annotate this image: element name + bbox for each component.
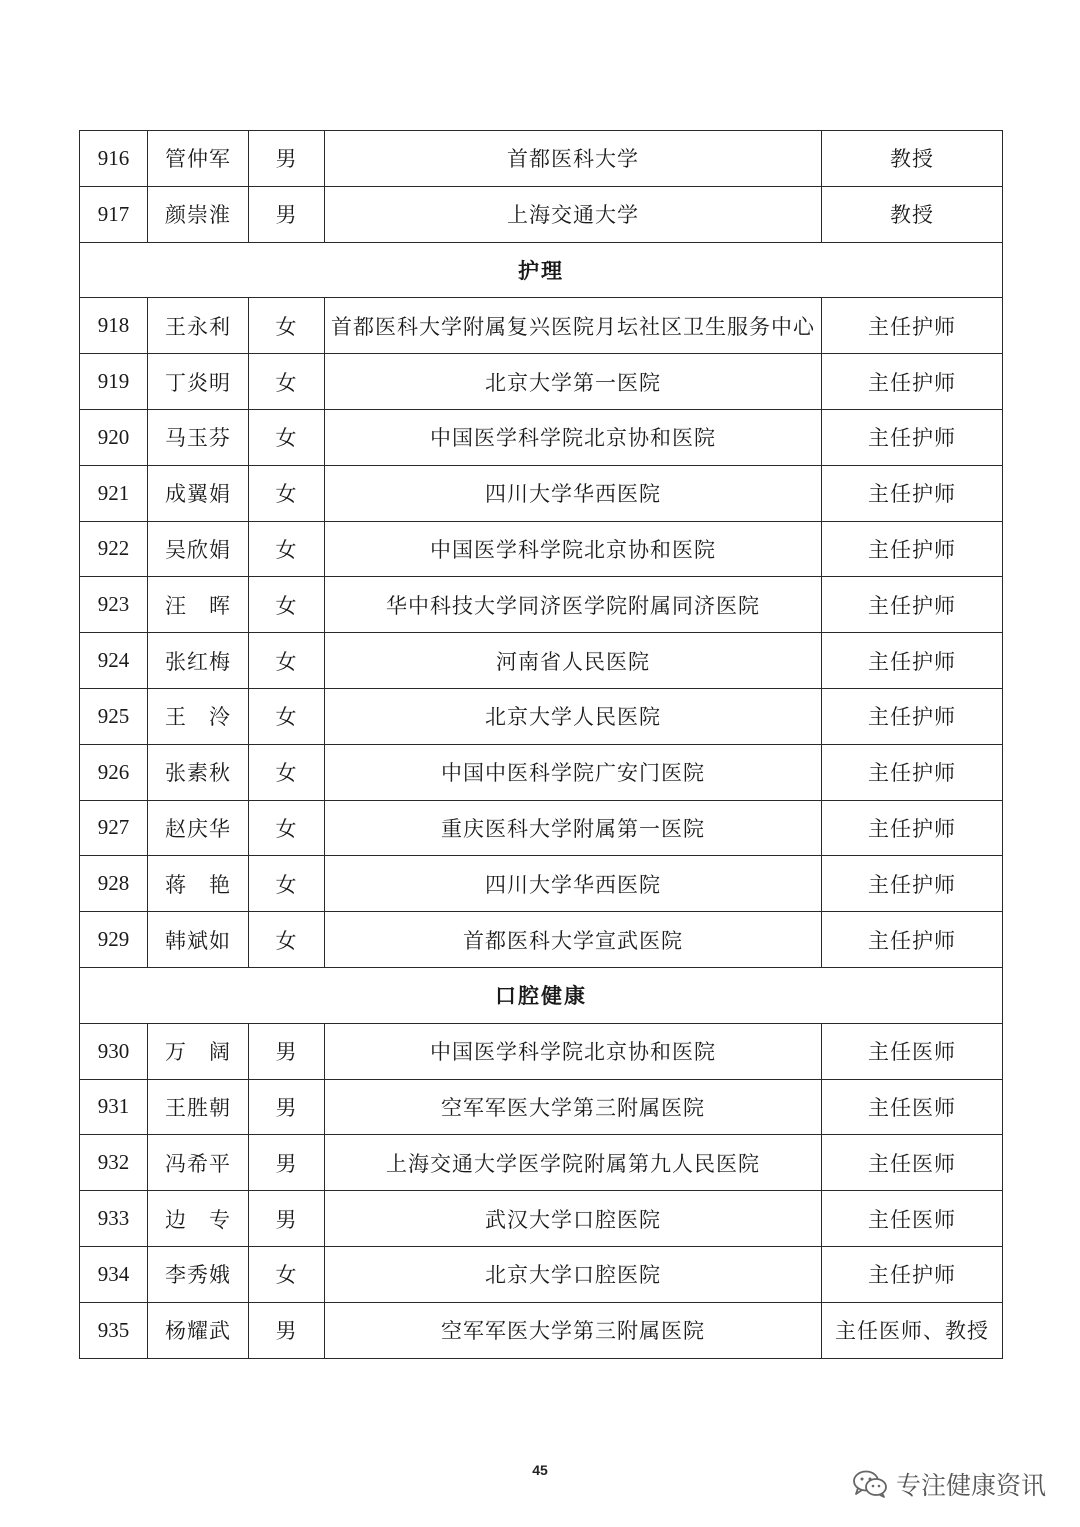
cell-name: 杨耀武 <box>148 1302 249 1358</box>
cell-gender: 男 <box>249 1302 325 1358</box>
cell-number: 935 <box>80 1302 148 1358</box>
cell-gender: 女 <box>249 409 325 465</box>
cell-name: 万 阔 <box>148 1023 249 1079</box>
watermark <box>852 1466 1046 1502</box>
cell-title: 主任护师 <box>822 521 1003 577</box>
cell-number: 931 <box>80 1079 148 1135</box>
cell-title: 主任护师 <box>822 465 1003 521</box>
table-row <box>80 1023 1003 1079</box>
cell-gender: 男 <box>249 1023 325 1079</box>
wechat-icon <box>852 1469 888 1499</box>
section-heading: 口腔健康 <box>80 967 1003 1023</box>
cell-name: 颜崇淮 <box>148 186 249 242</box>
cell-name: 管仲军 <box>148 131 249 187</box>
cell-organization: 北京大学口腔医院 <box>325 1246 822 1302</box>
cell-gender: 女 <box>249 1246 325 1302</box>
cell-title: 主任护师 <box>822 744 1003 800</box>
page-number: 45 <box>532 1462 548 1478</box>
table-row <box>80 1135 1003 1191</box>
cell-title: 主任护师 <box>822 633 1003 689</box>
cell-gender: 男 <box>249 186 325 242</box>
cell-number: 924 <box>80 633 148 689</box>
cell-organization: 中国医学科学院北京协和医院 <box>325 1023 822 1079</box>
cell-organization: 华中科技大学同济医学院附属同济医院 <box>325 577 822 633</box>
cell-name: 王胜朝 <box>148 1079 249 1135</box>
cell-gender: 女 <box>249 298 325 354</box>
cell-name: 边 专 <box>148 1191 249 1247</box>
cell-organization: 中国医学科学院北京协和医院 <box>325 409 822 465</box>
cell-number: 925 <box>80 688 148 744</box>
table-row <box>80 131 1003 187</box>
cell-name: 丁炎明 <box>148 354 249 410</box>
cell-number: 923 <box>80 577 148 633</box>
cell-organization: 空军军医大学第三附属医院 <box>325 1079 822 1135</box>
table-row <box>80 521 1003 577</box>
cell-number: 916 <box>80 131 148 187</box>
cell-name: 韩斌如 <box>148 912 249 968</box>
cell-gender: 男 <box>249 131 325 187</box>
cell-name: 冯希平 <box>148 1135 249 1191</box>
table-row <box>80 744 1003 800</box>
cell-title: 主任护师 <box>822 1246 1003 1302</box>
cell-name: 赵庆华 <box>148 800 249 856</box>
cell-name: 汪 晖 <box>148 577 249 633</box>
section-heading-row <box>80 967 1003 1023</box>
cell-title: 教授 <box>822 186 1003 242</box>
table-row <box>80 633 1003 689</box>
cell-organization: 空军军医大学第三附属医院 <box>325 1302 822 1358</box>
table-row <box>80 1302 1003 1358</box>
cell-organization: 中国中医科学院广安门医院 <box>325 744 822 800</box>
cell-name: 李秀娥 <box>148 1246 249 1302</box>
table-row <box>80 409 1003 465</box>
cell-number: 928 <box>80 856 148 912</box>
cell-title: 主任护师 <box>822 354 1003 410</box>
table-row <box>80 298 1003 354</box>
cell-organization: 北京大学第一医院 <box>325 354 822 410</box>
cell-number: 921 <box>80 465 148 521</box>
section-heading-row <box>80 242 1003 298</box>
table-row <box>80 856 1003 912</box>
cell-gender: 女 <box>249 688 325 744</box>
roster-table <box>79 130 1003 1359</box>
cell-title: 主任护师 <box>822 409 1003 465</box>
cell-gender: 女 <box>249 856 325 912</box>
cell-organization: 首都医科大学附属复兴医院月坛社区卫生服务中心 <box>325 298 822 354</box>
table-row <box>80 1191 1003 1247</box>
cell-name: 吴欣娟 <box>148 521 249 577</box>
cell-organization: 河南省人民医院 <box>325 633 822 689</box>
cell-number: 932 <box>80 1135 148 1191</box>
cell-title: 主任医师 <box>822 1191 1003 1247</box>
section-heading: 护理 <box>80 242 1003 298</box>
cell-number: 929 <box>80 912 148 968</box>
cell-organization: 四川大学华西医院 <box>325 465 822 521</box>
cell-gender: 女 <box>249 521 325 577</box>
cell-number: 927 <box>80 800 148 856</box>
cell-organization: 上海交通大学医学院附属第九人民医院 <box>325 1135 822 1191</box>
cell-gender: 女 <box>249 744 325 800</box>
cell-gender: 女 <box>249 577 325 633</box>
table-row <box>80 800 1003 856</box>
cell-number: 934 <box>80 1246 148 1302</box>
cell-title: 主任护师 <box>822 912 1003 968</box>
cell-title: 主任医师 <box>822 1135 1003 1191</box>
cell-title: 主任护师 <box>822 856 1003 912</box>
cell-name: 马玉芬 <box>148 409 249 465</box>
cell-title: 主任护师 <box>822 800 1003 856</box>
cell-number: 919 <box>80 354 148 410</box>
cell-gender: 女 <box>249 465 325 521</box>
cell-organization: 中国医学科学院北京协和医院 <box>325 521 822 577</box>
cell-number: 926 <box>80 744 148 800</box>
table-row <box>80 354 1003 410</box>
cell-organization: 首都医科大学宣武医院 <box>325 912 822 968</box>
cell-number: 922 <box>80 521 148 577</box>
cell-gender: 女 <box>249 354 325 410</box>
table-row <box>80 688 1003 744</box>
cell-organization: 重庆医科大学附属第一医院 <box>325 800 822 856</box>
cell-organization: 北京大学人民医院 <box>325 688 822 744</box>
cell-title: 主任医师 <box>822 1023 1003 1079</box>
roster-body <box>80 131 1003 1359</box>
cell-gender: 男 <box>249 1079 325 1135</box>
cell-name: 王永利 <box>148 298 249 354</box>
cell-number: 917 <box>80 186 148 242</box>
cell-gender: 男 <box>249 1191 325 1247</box>
table-row <box>80 577 1003 633</box>
cell-title: 主任护师 <box>822 298 1003 354</box>
cell-organization: 首都医科大学 <box>325 131 822 187</box>
table-row <box>80 1079 1003 1135</box>
cell-gender: 女 <box>249 633 325 689</box>
cell-title: 主任医师 <box>822 1079 1003 1135</box>
cell-name: 张素秋 <box>148 744 249 800</box>
table-row <box>80 1246 1003 1302</box>
cell-name: 张红梅 <box>148 633 249 689</box>
cell-organization: 武汉大学口腔医院 <box>325 1191 822 1247</box>
table-row <box>80 465 1003 521</box>
table-row <box>80 186 1003 242</box>
cell-number: 918 <box>80 298 148 354</box>
cell-title: 主任护师 <box>822 577 1003 633</box>
cell-gender: 女 <box>249 912 325 968</box>
cell-name: 王 泠 <box>148 688 249 744</box>
cell-gender: 男 <box>249 1135 325 1191</box>
cell-name: 蒋 艳 <box>148 856 249 912</box>
cell-organization: 上海交通大学 <box>325 186 822 242</box>
cell-title: 主任护师 <box>822 688 1003 744</box>
watermark-text: 专注健康资讯 <box>895 1471 1046 1500</box>
cell-name: 成翼娟 <box>148 465 249 521</box>
cell-title: 教授 <box>822 131 1003 187</box>
cell-gender: 女 <box>249 800 325 856</box>
cell-number: 920 <box>80 409 148 465</box>
cell-title: 主任医师、教授 <box>822 1302 1003 1358</box>
cell-number: 930 <box>80 1023 148 1079</box>
cell-organization: 四川大学华西医院 <box>325 856 822 912</box>
table-row <box>80 912 1003 968</box>
cell-number: 933 <box>80 1191 148 1247</box>
